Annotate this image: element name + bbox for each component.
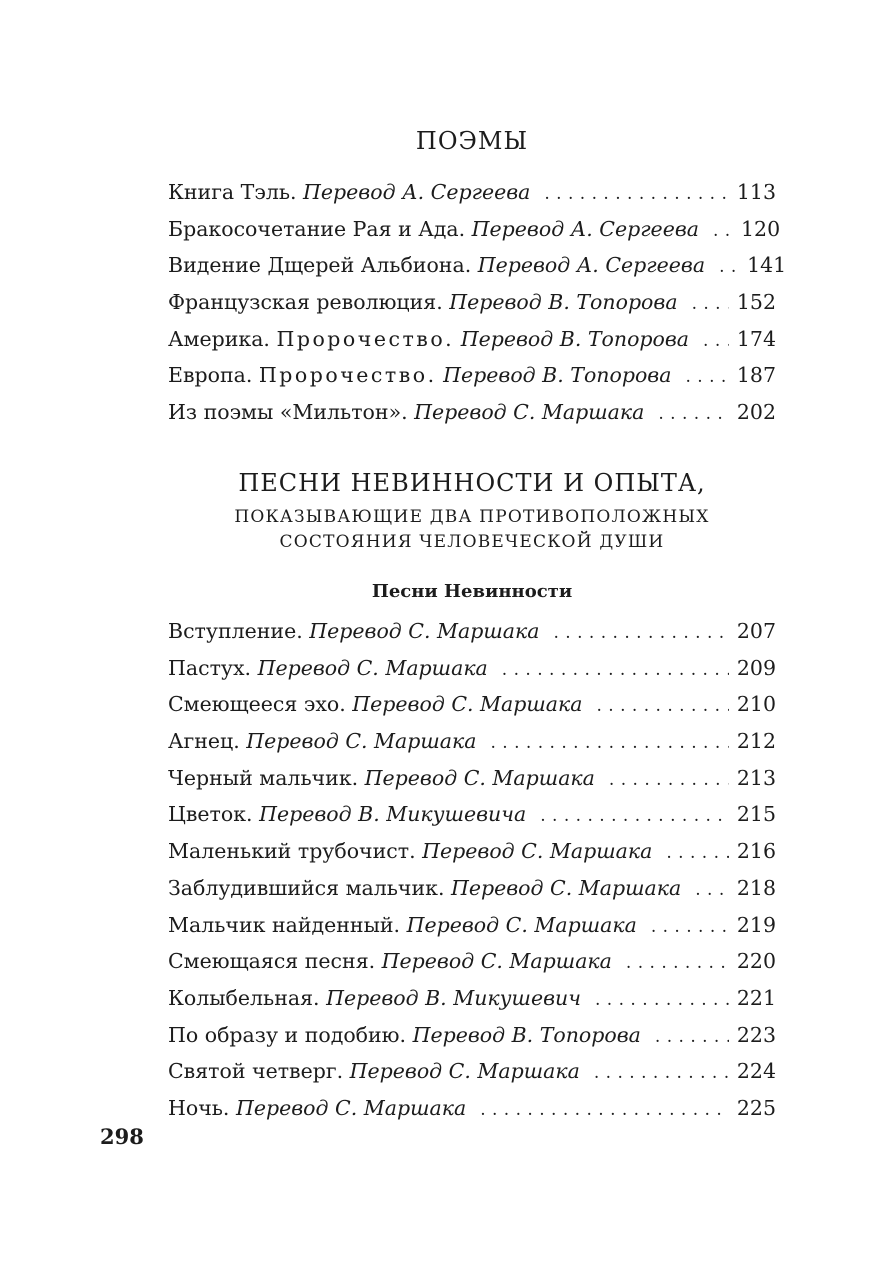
entry-work: Заблудившийся мальчик. [168,875,451,900]
entry-translator: Перевод В. Микушевич [326,985,581,1010]
toc-entry [168,723,776,760]
dot-leader [594,1053,729,1092]
dot-leader [666,833,729,872]
dot-leader [480,1090,729,1129]
entry-title [168,1053,580,1090]
dot-leader [597,686,729,725]
dot-leader [540,796,729,835]
entry-title [168,394,644,431]
section-title-songs: ПЕСНИ НЕВИННОСТИ И ОПЫТА, [238,469,706,497]
toc-entry [168,174,776,211]
toc-entry [168,943,776,980]
entry-work: Ночь. [168,1095,236,1120]
toc-list-poems [168,174,787,431]
dot-leader [609,760,729,799]
toc-entry [168,284,776,321]
toc-entry [168,1017,776,1054]
entry-page-number: 210 [736,692,776,717]
toc-entry [168,907,776,944]
entry-work: Смеющееся эхо. [168,692,353,717]
toc-entry [168,211,781,248]
entry-title [168,870,681,907]
toc-entry [168,1090,776,1127]
toc-entry [168,247,787,284]
entry-page-number: 219 [736,912,776,937]
entry-translator: Перевод С. Маршака [364,765,595,790]
entry-translator: Перевод С. Маршака [406,912,637,937]
entry-work: Смеющаяся песня. [168,949,382,974]
dot-leader [719,247,739,286]
entry-title [168,833,652,870]
entry-translator: Перевод С. Маршака [381,949,612,974]
dot-leader [703,321,729,360]
entry-title [168,686,583,723]
entry-work: Пастух. [168,655,258,680]
entry-translator: Перевод В. Топорова [436,363,672,388]
entry-page-number: 209 [736,655,776,680]
entry-page-number: 152 [736,290,776,315]
toc-entry [168,613,776,650]
toc-entry [168,980,776,1017]
entry-page-number: 216 [736,839,776,864]
toc-entry [168,321,776,358]
dot-leader [544,174,728,213]
group-title-innocence: Песни Невинности [371,581,573,602]
entry-translator: Перевод С. Маршака [246,729,477,754]
entry-title [168,357,671,394]
entry-translator: Перевод В. Топорова [412,1022,641,1047]
entry-page-number: 218 [736,875,776,900]
entry-work: Бракосочетание Рая и Ада. [168,216,472,241]
entry-translator: Перевод С. Маршака [352,692,583,717]
entry-work: Цветок. [168,802,260,827]
toc-entry [168,870,776,907]
entry-translator: Перевод С. Маршака [414,400,645,425]
entry-page-number: 187 [736,363,776,388]
dot-leader [685,357,728,396]
entry-work: Колыбельная. [168,985,327,1010]
dot-leader [651,907,729,946]
dot-leader [491,723,729,762]
entry-page-number: 223 [736,1022,776,1047]
entry-title [168,613,539,650]
entry-title [168,943,612,980]
entry-work: Агнец. [168,729,247,754]
entry-work: Французская революция. [168,290,450,315]
entry-work: Мальчик найденный. [168,912,407,937]
toc-entry [168,1053,776,1090]
toc-entry [168,796,776,833]
toc-list-songs [168,613,776,1127]
entry-work: Европа. [168,363,259,388]
entry-work: Видение Дщерей Альбиона. [168,253,478,278]
page-folio-number: 298 [100,1124,144,1149]
entry-translator: Перевод С. Маршака [257,655,488,680]
entry-title [168,907,637,944]
entry-translator: Перевод А. Сергеева [477,253,706,278]
entry-work: Вступление. [168,619,310,643]
entry-title [168,796,526,833]
entry-page-number: 221 [736,985,776,1010]
entry-title [168,211,699,248]
entry-title [168,650,488,687]
entry-translator: Перевод С. Маршака [235,1095,467,1120]
entry-page-number: 215 [736,802,776,827]
entry-work-genre: Пророчество. [276,326,455,351]
entry-page-number: 220 [736,949,776,974]
toc-entry [168,650,776,687]
entry-translator: Перевод С. Маршака [422,839,653,864]
entry-page-number: 202 [736,400,776,425]
entry-page-number: 225 [736,1095,776,1120]
dot-leader [502,650,729,689]
toc-entry [168,357,776,394]
entry-translator: Перевод С. Маршака [450,875,682,900]
entry-translator: Перевод В. Топорова [449,290,678,315]
section-title-poems: ПОЭМЫ [415,127,529,155]
entry-translator: Перевод С. Маршака [349,1059,580,1084]
toc-entry [168,394,776,431]
entry-work: Черный мальчик. [168,765,365,790]
dot-leader [692,284,729,323]
entry-title [168,760,595,797]
entry-work: Маленький трубочист. [168,839,423,864]
dot-leader [553,613,728,652]
entry-title [168,980,581,1017]
entry-page-number: 207 [736,619,776,643]
entry-title [168,247,705,284]
entry-translator: Перевод В. Микушевича [259,802,527,827]
toc-entry [168,686,776,723]
section-subtitle-line2: СОСТОЯНИЯ ЧЕЛОВЕЧЕСКОЙ ДУШИ [279,532,665,552]
entry-page-number: 113 [736,180,776,204]
entry-title [168,284,678,321]
entry-work: Из поэмы «Мильтон». [168,400,415,425]
entry-translator: Перевод С. Маршака [309,619,540,643]
entry-title [168,1017,641,1054]
toc-entry [168,760,776,797]
dot-leader [655,1017,729,1056]
dot-leader [713,211,733,250]
entry-title [168,321,689,358]
entry-page-number: 212 [736,729,776,754]
entry-page-number: 141 [747,253,787,278]
dot-leader [695,870,729,909]
entry-page-number: 224 [736,1059,776,1084]
entry-work-genre: Пророчество. [258,363,437,388]
toc-entry [168,833,776,870]
entry-work: Святой четверг. [168,1059,350,1084]
entry-page-number: 213 [736,765,776,790]
entry-translator: Перевод А. Сергеева [303,180,531,204]
dot-leader [658,394,729,433]
entry-page-number: 174 [736,326,776,351]
entry-work: Книга Тэль. [168,180,304,204]
entry-translator: Перевод А. Сергеева [471,216,699,241]
entry-work: По образу и подобию. [168,1022,413,1047]
entry-title [168,1090,466,1127]
entry-page-number: 120 [740,216,781,241]
dot-leader [595,980,729,1019]
entry-title [168,174,530,211]
entry-work: Америка. [168,326,277,351]
entry-title [168,723,477,760]
dot-leader [626,943,729,982]
section-subtitle-line1: ПОКАЗЫВАЮЩИЕ ДВА ПРОТИВОПОЛОЖНЫХ [234,507,710,527]
entry-translator: Перевод В. Топорова [454,326,690,351]
